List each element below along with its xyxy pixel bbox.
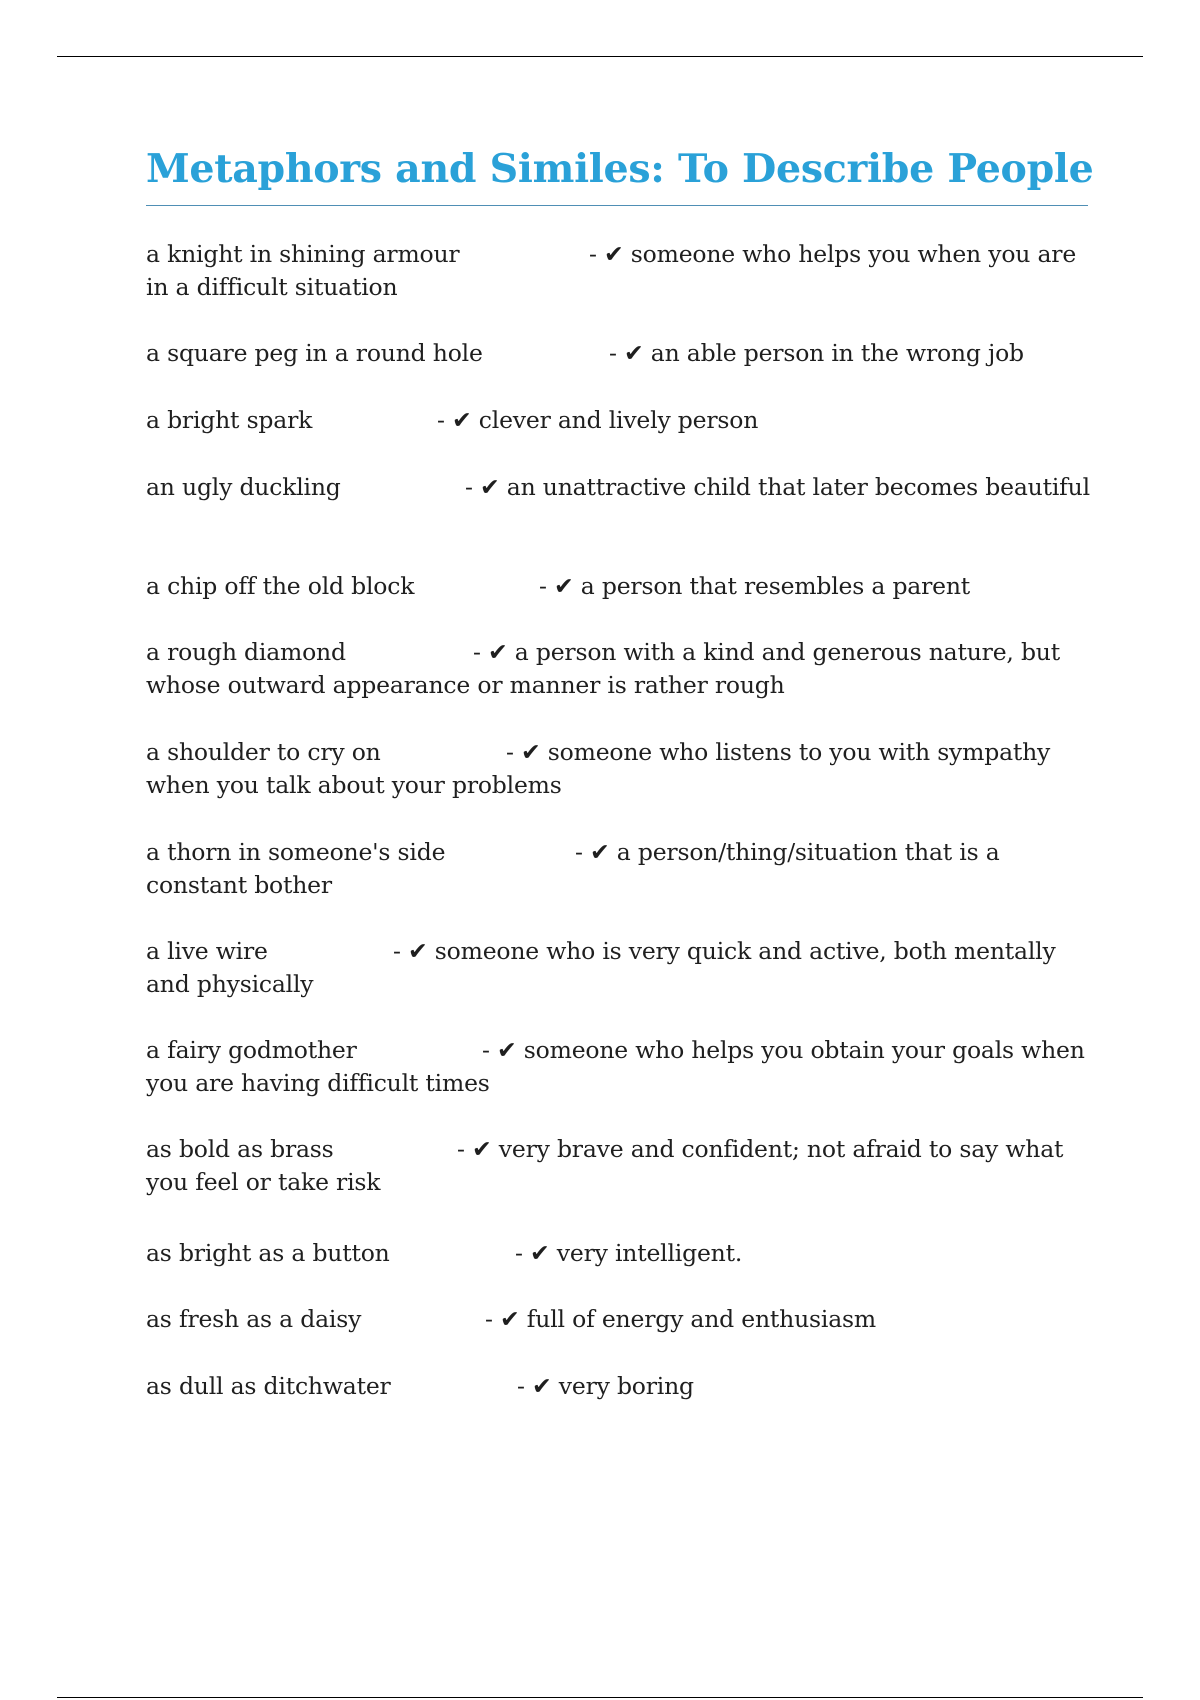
check-icon: ✔ (500, 1305, 520, 1333)
entry-term: as bold as brass (146, 1135, 334, 1163)
entry-dash: - (575, 838, 591, 866)
entry-meaning: an unattractive child that later becomes beautiful (506, 473, 1090, 501)
entry-item (146, 238, 1096, 304)
entry-item (146, 1370, 1096, 1403)
entry-item (146, 404, 1096, 437)
entry-term: a knight in shining armour (146, 240, 460, 268)
check-icon: ✔ (604, 240, 624, 268)
check-icon: ✔ (408, 937, 428, 965)
bottom-rule (57, 1697, 1143, 1698)
check-icon: ✔ (452, 406, 472, 434)
entry-term: a thorn in someone's side (146, 838, 446, 866)
entry-dash: - (473, 638, 489, 666)
entry-item (146, 471, 1096, 504)
entry-term: a rough diamond (146, 638, 346, 666)
entry-dash: - (515, 1239, 531, 1267)
check-icon: ✔ (488, 638, 508, 666)
entry-dash: - (539, 572, 555, 600)
entry-term: as fresh as a daisy (146, 1305, 362, 1333)
check-icon: ✔ (532, 1372, 552, 1400)
check-icon: ✔ (554, 572, 574, 600)
entry-item (146, 1034, 1096, 1100)
entry-meaning: someone who helps you obtain your goals when you are having difficult times (146, 1036, 1085, 1097)
check-icon: ✔ (497, 1036, 517, 1064)
entry-dash: - (517, 1372, 533, 1400)
entry-meaning: an able person in the wrong job (650, 339, 1024, 367)
entry-term: as dull as ditchwater (146, 1372, 391, 1400)
entry-meaning: very intelligent. (556, 1239, 743, 1267)
entry-meaning: someone who is very quick and active, both mentally and physically (146, 937, 1056, 998)
check-icon: ✔ (590, 838, 610, 866)
entry-item (146, 1133, 1096, 1199)
entry-item (146, 1303, 1096, 1336)
entry-meaning: clever and lively person (478, 406, 759, 434)
check-icon: ✔ (530, 1239, 550, 1267)
check-icon: ✔ (472, 1135, 492, 1163)
entry-dash: - (482, 1036, 498, 1064)
entry-meaning: someone who listens to you with sympathy when you talk about your problems (146, 738, 1051, 799)
entry-meaning: very brave and confident; not afraid to say what you feel or take risk (146, 1135, 1064, 1196)
entry-meaning: a person with a kind and generous nature, but whose outward appearance or manner is rather rough (146, 638, 1060, 699)
entry-item (146, 570, 1096, 603)
entry-term: a square peg in a round hole (146, 339, 483, 367)
entry-meaning: someone who helps you when you are in a difficult situation (146, 240, 1077, 301)
check-icon: ✔ (480, 473, 500, 501)
page-title: Metaphors and Similes: To Describe People (146, 146, 1094, 192)
entry-term: a shoulder to cry on (146, 738, 381, 766)
entry-meaning: full of energy and enthusiasm (526, 1305, 876, 1333)
entry-item (146, 836, 1096, 902)
entry-dash: - (457, 1135, 473, 1163)
entry-dash: - (485, 1305, 501, 1333)
entry-item (146, 1237, 1096, 1270)
entry-meaning: a person that resembles a parent (580, 572, 971, 600)
top-rule (57, 56, 1143, 57)
entry-item (146, 736, 1096, 802)
entry-term: a bright spark (146, 406, 313, 434)
entry-term: as bright as a button (146, 1239, 390, 1267)
entry-term: a live wire (146, 937, 268, 965)
entry-item (146, 935, 1096, 1001)
entry-term: a fairy godmother (146, 1036, 357, 1064)
title-underline (146, 205, 1088, 206)
entry-term: a chip off the old block (146, 572, 415, 600)
check-icon: ✔ (624, 339, 644, 367)
entry-dash: - (437, 406, 453, 434)
entry-dash: - (465, 473, 481, 501)
check-icon: ✔ (521, 738, 541, 766)
entry-dash: - (589, 240, 605, 268)
entry-item (146, 636, 1096, 702)
entry-term: an ugly duckling (146, 473, 341, 501)
entry-meaning: a person/thing/situation that is a constant bother (146, 838, 1000, 899)
entry-dash: - (393, 937, 409, 965)
entry-dash: - (609, 339, 625, 367)
entry-meaning: very boring (558, 1372, 694, 1400)
entry-item (146, 337, 1096, 370)
entry-dash: - (506, 738, 522, 766)
